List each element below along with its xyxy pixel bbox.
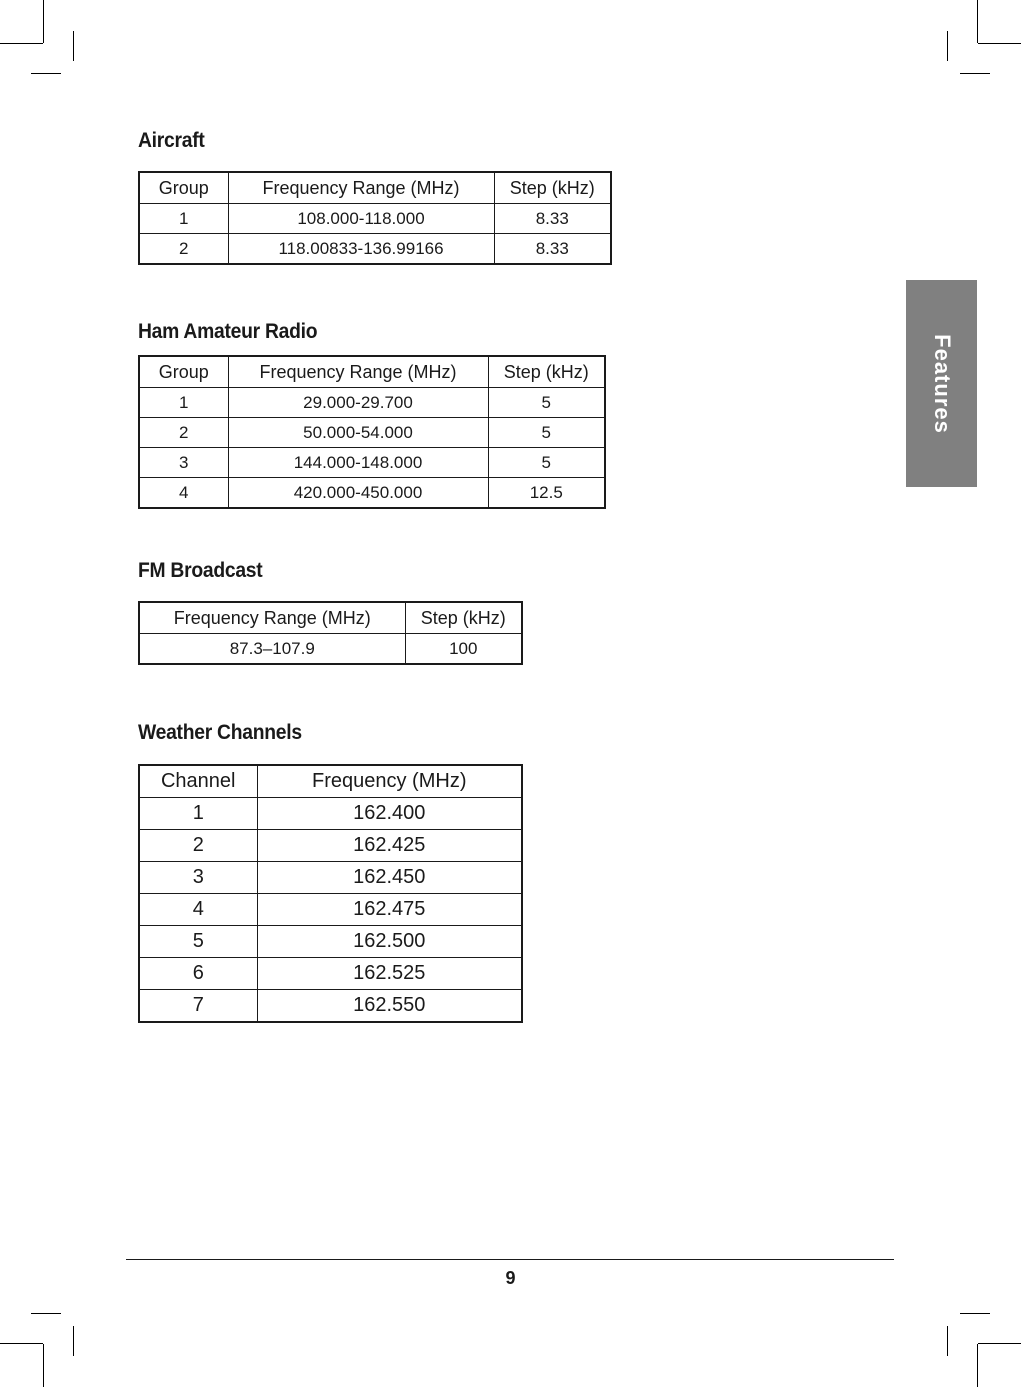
table-cell: 420.000-450.000 xyxy=(228,478,488,509)
table-cell: 3 xyxy=(139,448,228,478)
table-cell: 5 xyxy=(139,926,257,958)
table-cell: 162.525 xyxy=(257,958,522,990)
table-row xyxy=(139,958,522,990)
table-header-row xyxy=(139,602,522,634)
table-cell: 5 xyxy=(488,388,605,418)
table-row xyxy=(139,990,522,1023)
table-cell: 144.000-148.000 xyxy=(228,448,488,478)
table-header-row xyxy=(139,765,522,798)
table-row xyxy=(139,478,605,509)
crop-mark xyxy=(31,73,61,74)
column-header: Channel xyxy=(139,765,257,798)
table-cell: 162.550 xyxy=(257,990,522,1023)
table-cell: 5 xyxy=(488,448,605,478)
table-row xyxy=(139,234,611,265)
table-cell: 3 xyxy=(139,862,257,894)
table-cell: 2 xyxy=(139,418,228,448)
crop-mark xyxy=(978,43,1021,44)
table-cell: 29.000-29.700 xyxy=(228,388,488,418)
table-cell: 162.425 xyxy=(257,830,522,862)
crop-mark xyxy=(73,31,74,61)
table-cell: 4 xyxy=(139,478,228,509)
column-header: Step (kHz) xyxy=(405,602,522,634)
crop-mark xyxy=(43,1344,44,1387)
weather-table xyxy=(138,764,523,1023)
side-tab-label: Features xyxy=(929,333,955,434)
table-cell: 7 xyxy=(139,990,257,1023)
table-row xyxy=(139,388,605,418)
table-cell: 118.00833-136.99166 xyxy=(228,234,494,265)
table-cell: 1 xyxy=(139,204,228,234)
table-cell: 4 xyxy=(139,894,257,926)
table-cell: 87.3–107.9 xyxy=(139,634,405,665)
column-header: Group xyxy=(139,172,228,204)
aircraft-table xyxy=(138,171,612,265)
table-cell: 1 xyxy=(139,798,257,830)
crop-mark xyxy=(947,31,948,61)
table-row xyxy=(139,798,522,830)
weather-title: Weather Channels xyxy=(138,721,302,744)
table-row xyxy=(139,634,522,665)
crop-mark xyxy=(960,1313,990,1314)
crop-mark xyxy=(31,1313,61,1314)
table-row xyxy=(139,894,522,926)
column-header: Frequency Range (MHz) xyxy=(228,356,488,388)
table-cell: 100 xyxy=(405,634,522,665)
fm-title: FM Broadcast xyxy=(138,559,263,582)
table-row xyxy=(139,926,522,958)
table-cell: 1 xyxy=(139,388,228,418)
crop-mark xyxy=(977,0,978,43)
table-row xyxy=(139,204,611,234)
ham-table xyxy=(138,355,606,509)
footer-divider xyxy=(126,1259,894,1260)
crop-mark xyxy=(73,1326,74,1356)
table-row xyxy=(139,830,522,862)
fm-table xyxy=(138,601,523,665)
table-header-row xyxy=(139,172,611,204)
column-header: Frequency Range (MHz) xyxy=(228,172,494,204)
ham-title: Ham Amateur Radio xyxy=(138,320,318,343)
table-cell: 50.000-54.000 xyxy=(228,418,488,448)
crop-mark xyxy=(947,1326,948,1356)
column-header: Group xyxy=(139,356,228,388)
features-side-tab xyxy=(906,280,977,487)
table-row xyxy=(139,418,605,448)
table-header-row xyxy=(139,356,605,388)
table-cell: 108.000-118.000 xyxy=(228,204,494,234)
crop-mark xyxy=(43,0,44,43)
table-cell: 162.400 xyxy=(257,798,522,830)
column-header: Step (kHz) xyxy=(488,356,605,388)
crop-mark xyxy=(978,1343,1021,1344)
table-row xyxy=(139,448,605,478)
column-header: Frequency (MHz) xyxy=(257,765,522,798)
crop-mark xyxy=(0,1343,43,1344)
crop-mark xyxy=(977,1344,978,1387)
table-row xyxy=(139,862,522,894)
crop-mark xyxy=(0,43,43,44)
crop-mark xyxy=(960,73,990,74)
table-cell: 162.475 xyxy=(257,894,522,926)
table-cell: 162.450 xyxy=(257,862,522,894)
table-cell: 162.500 xyxy=(257,926,522,958)
column-header: Frequency Range (MHz) xyxy=(139,602,405,634)
page-number: 9 xyxy=(505,1268,516,1288)
aircraft-title: Aircraft xyxy=(138,129,205,152)
table-cell: 8.33 xyxy=(494,204,611,234)
table-cell: 12.5 xyxy=(488,478,605,509)
table-cell: 8.33 xyxy=(494,234,611,265)
table-cell: 6 xyxy=(139,958,257,990)
column-header: Step (kHz) xyxy=(494,172,611,204)
table-cell: 5 xyxy=(488,418,605,448)
table-cell: 2 xyxy=(139,234,228,265)
table-cell: 2 xyxy=(139,830,257,862)
